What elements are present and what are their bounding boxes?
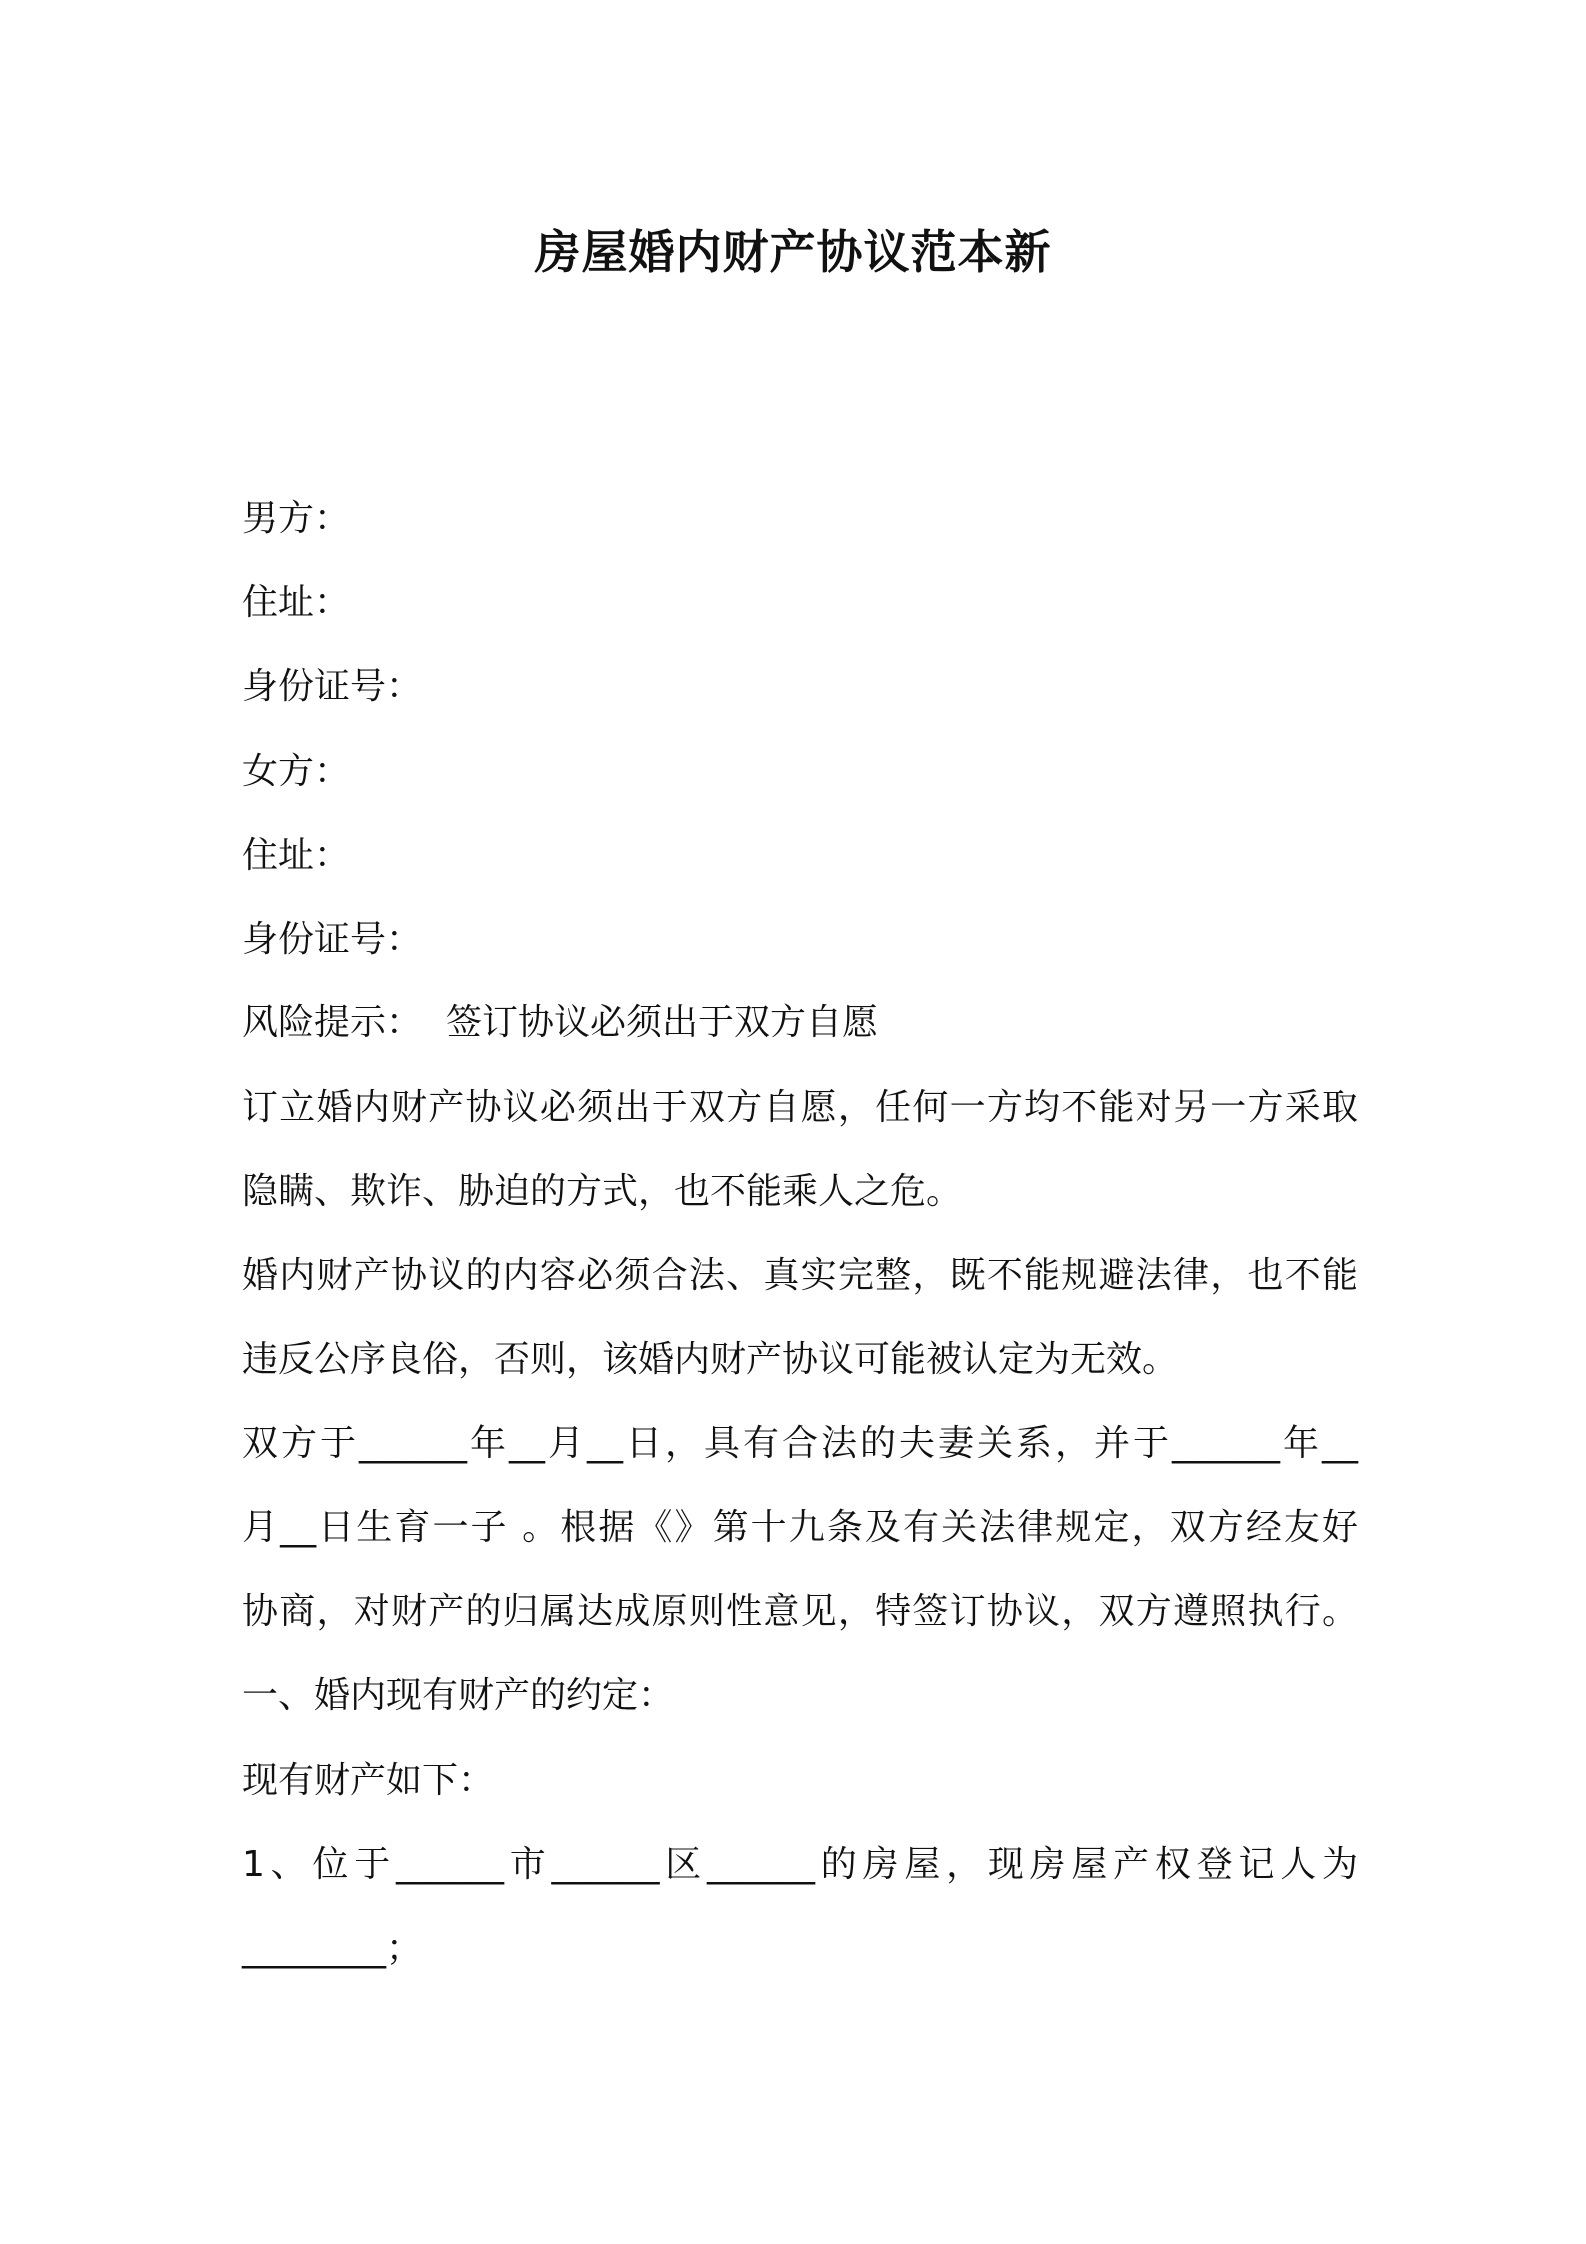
- document-title: 房屋婚内财产协议范本新: [534, 225, 1052, 279]
- section-heading: 一、婚内现有财产的约定：: [242, 1675, 675, 1716]
- paragraph-marriage-line2: 月__日生育一子 。根据《》第十九条及有关法律规定，双方经友好: [242, 1507, 1358, 1548]
- paragraph-legality-line1: 婚内财产协议的内容必须合法、真实完整，既不能规避法律，也不能: [242, 1255, 1358, 1296]
- paragraph-marriage-line1: 双方于______年__月__日，具有合法的夫妻关系，并于______年__: [242, 1423, 1358, 1464]
- female-address-field: 住址：: [242, 835, 351, 876]
- section-intro: 现有财产如下：: [242, 1760, 495, 1801]
- male-party-field: 男方：: [242, 498, 351, 539]
- paragraph-voluntary-line2: 隐瞒、欺诈、胁迫的方式，也不能乘人之危。: [242, 1171, 963, 1212]
- paragraph-marriage-line3: 协商，对财产的归属达成原则性意见，特签订协议，双方遵照执行。: [242, 1591, 1358, 1632]
- risk-label: 风险提示：: [242, 1002, 423, 1043]
- female-party-field: 女方：: [242, 751, 351, 792]
- risk-notice: [242, 1001, 878, 1045]
- risk-text: 签订协议必须出于双方自愿: [446, 1002, 879, 1043]
- male-id-field: 身份证号：: [242, 666, 423, 707]
- paragraph-voluntary-line1: 订立婚内财产协议必须出于双方自愿，任何一方均不能对另一方采取: [242, 1087, 1358, 1128]
- female-id-field: 身份证号：: [242, 919, 423, 960]
- male-address-field: 住址：: [242, 582, 351, 623]
- property-item-line2: ________；: [242, 1928, 423, 1969]
- property-item-line1: 1、位于______市______区______的房屋，现房屋产权登记人为: [242, 1844, 1358, 1885]
- paragraph-legality-line2: 违反公序良俗，否则，该婚内财产协议可能被认定为无效。: [242, 1339, 1179, 1380]
